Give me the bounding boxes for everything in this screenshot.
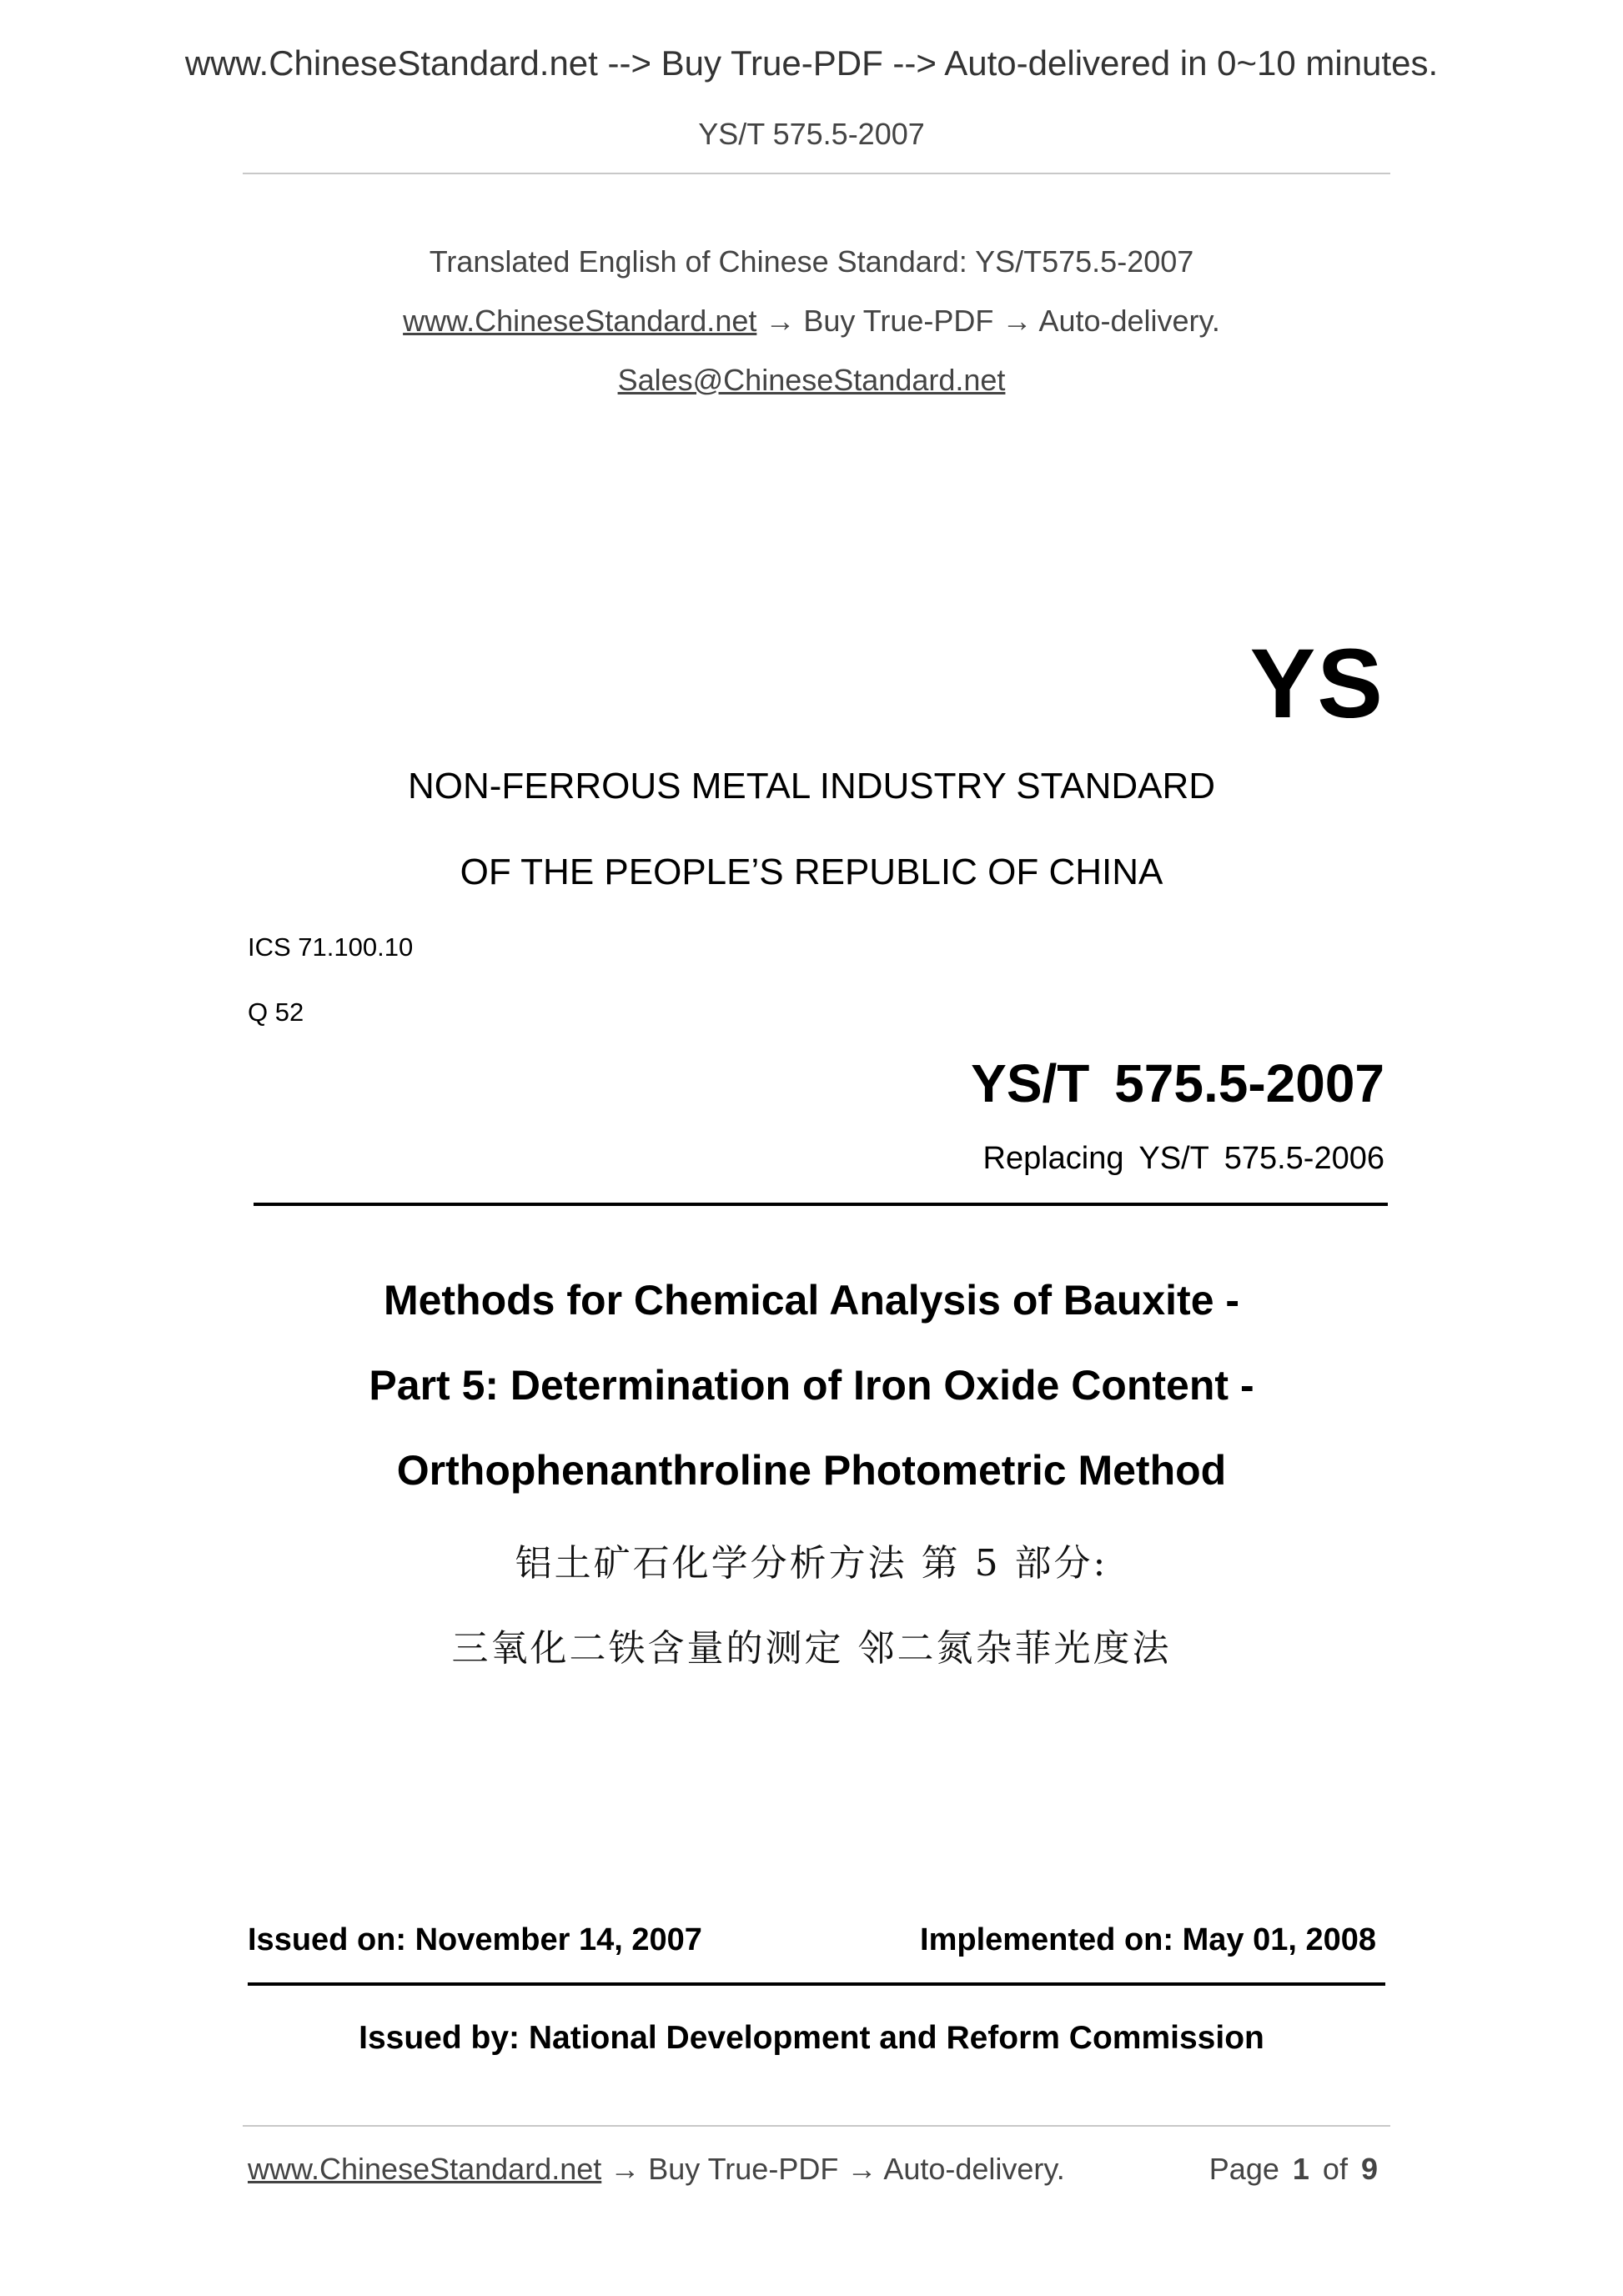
header-divider [243, 173, 1390, 174]
replacing-note: Replacing YS/T 575.5-2006 [982, 1141, 1384, 1176]
title-line-1: Methods for Chemical Analysis of Bauxite - [383, 1277, 1240, 1324]
ics-code: ICS 71.100.10 [248, 932, 414, 962]
footer-buy-text: → Buy True-PDF → Auto-delivery. [601, 2152, 1065, 2186]
footer-site-link[interactable]: www.ChineseStandard.net [248, 2152, 602, 2186]
email-link[interactable]: Sales@ChineseStandard.net [617, 363, 1006, 397]
email-line [0, 363, 1623, 398]
site-link[interactable]: www.ChineseStandard.net [403, 304, 757, 338]
page-number: 1 [1292, 2152, 1309, 2186]
header-banner: www.ChineseStandard.net --> Buy True-PDF --> Auto-delivered in 0~10 minutes. [184, 43, 1439, 83]
title-cn-line-1: 铝土矿石化学分析方法 第 5 部分: [515, 1542, 1108, 1585]
standard-code: YS/T 575.5-2007 [971, 1053, 1384, 1113]
footer-buy-line [248, 2152, 1065, 2187]
issuer: Issued by: National Development and Reform Commission [359, 2020, 1264, 2056]
issued-date: Issued on: November 14, 2007 [248, 1922, 702, 1957]
footer-divider [243, 2125, 1390, 2127]
page-label: Page [1208, 2152, 1279, 2186]
implemented-date: Implemented on: May 01, 2008 [920, 1922, 1376, 1957]
title-line-3: Orthophenanthroline Photometric Method [396, 1447, 1227, 1494]
page-total: 9 [1360, 2152, 1378, 2186]
translated-notice: Translated English of Chinese Standard: YS/T575.5-2007 [429, 244, 1194, 279]
dates-divider [248, 1982, 1385, 1986]
standard-mark: YS [1249, 629, 1384, 739]
class-code: Q 52 [248, 997, 304, 1027]
org-line-2: OF THE PEOPLE’S REPUBLIC OF CHINA [460, 852, 1163, 892]
title-cn-line-2: 三氧化二铁含量的测定 邻二氮杂菲光度法 [451, 1627, 1172, 1670]
intro-buy-line [0, 304, 1623, 339]
org-line-1: NON-FERROUS METAL INDUSTRY STANDARD [407, 766, 1216, 806]
page-indicator [1209, 2152, 1378, 2187]
of-label: of [1322, 2152, 1348, 2186]
code-divider [254, 1203, 1388, 1206]
buy-text: → Buy True-PDF → Auto-delivery. [756, 304, 1220, 338]
header-doc-code: YS/T 575.5-2007 [698, 117, 925, 151]
title-line-2: Part 5: Determination of Iron Oxide Content - [369, 1362, 1254, 1409]
